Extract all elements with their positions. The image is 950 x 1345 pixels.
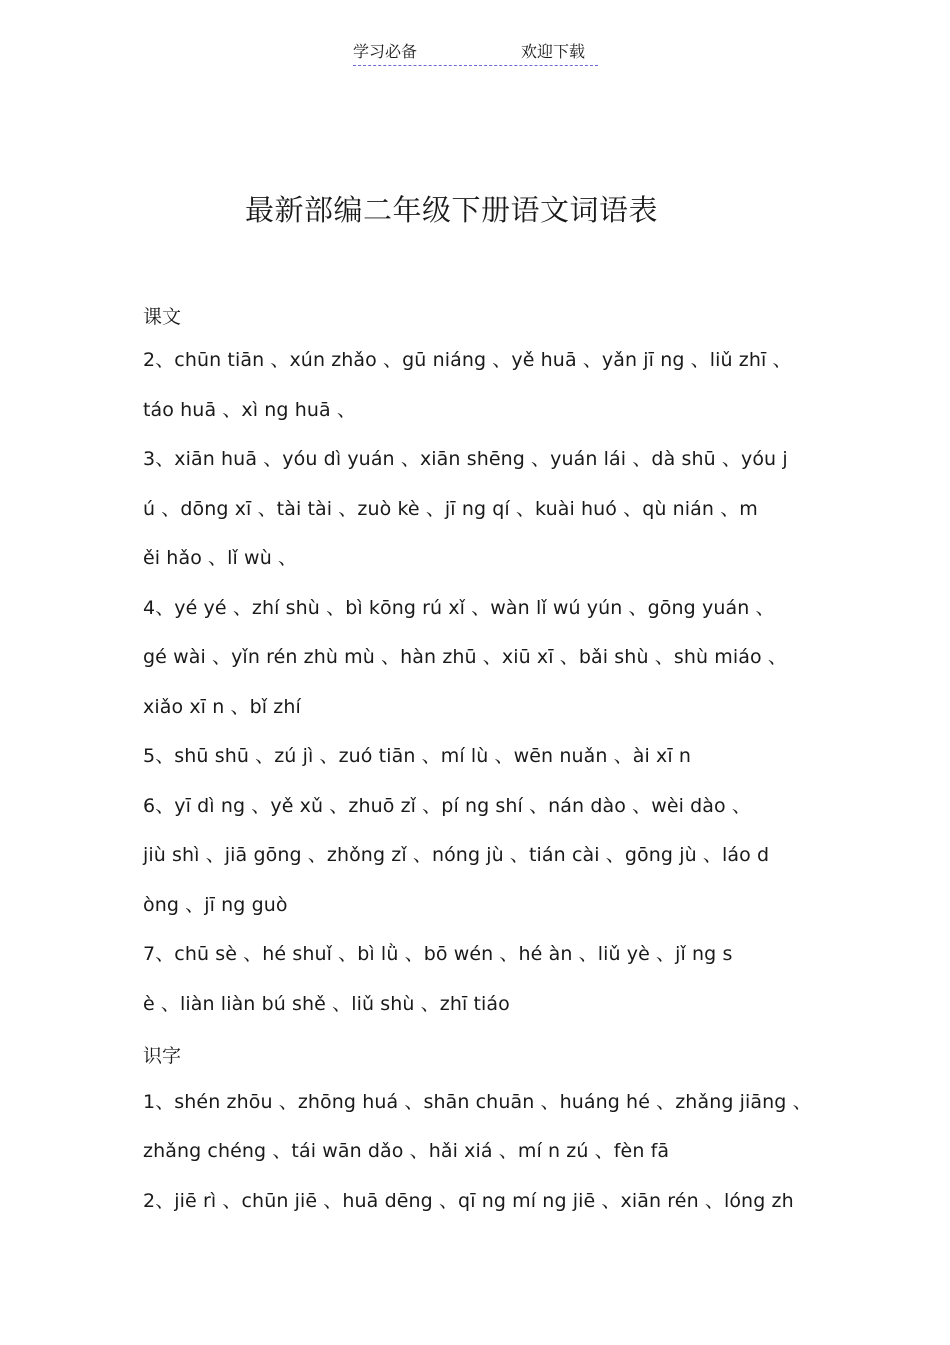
text-line: è 、liàn liàn bú shě 、liǔ shù 、zhī tiáo	[143, 992, 510, 1015]
text-line: 4、yé yé 、zhí shù 、bì kōng rú xǐ 、wàn lǐ wú yún 、gōng yuán 、	[143, 596, 775, 619]
section-kewen	[143, 298, 815, 1016]
section-heading: 识字	[143, 1044, 182, 1067]
text-line: gé wài 、yǐn rén zhù mù 、hàn zhū 、xiū xī 、bǎi shù 、shù miáo 、	[143, 646, 787, 668]
text-line: 2、jiē rì 、chūn jiē 、huā dēng 、qī ng mí ng jiē 、xiān rén 、lóng zh	[143, 1189, 794, 1212]
text-line: xiǎo xī n 、bǐ zhí	[143, 695, 301, 718]
header-left-text: 学习必备	[353, 42, 418, 61]
text-line: 6、yī dì ng 、yě xǔ 、zhuō zǐ 、pí ng shí 、nán dào 、wèi dào 、	[143, 794, 752, 817]
header-right-text: 欢迎下载	[521, 42, 586, 61]
text-line: 3、xiān huā 、yóu dì yuán 、xiān shēng 、yuán lái 、dà shū 、yóu j	[143, 448, 788, 470]
text-line: 1、shén zhōu 、zhōng huá 、shān chuān 、huáng hé 、zhǎng jiāng 、	[143, 1090, 812, 1113]
document-title: 最新部编二年级下册语文词语表	[244, 193, 658, 227]
text-line: táo huā 、xì ng huā 、	[143, 398, 356, 421]
text-line: 7、chū sè 、hé shuǐ 、bì lǜ 、bō wén 、hé àn 、liǔ yè 、jǐ ng s	[143, 943, 733, 965]
text-line: òng 、jī ng guò	[143, 893, 288, 916]
text-line: ú 、dōng xī 、tài tài 、zuò kè 、jī ng qí 、kuài huó 、qù nián 、m	[143, 497, 758, 520]
text-line: zhǎng chéng 、tái wān dǎo 、hǎi xiá 、mí n zú 、fèn fā	[143, 1140, 670, 1162]
section-heading: 课文	[143, 306, 182, 328]
text-line: ěi hǎo 、lǐ wù 、	[143, 547, 298, 569]
document-body	[143, 298, 815, 1238]
text-line: 2、chūn tiān 、xún zhǎo 、gū niáng 、yě huā 、yǎn jī ng 、liǔ zhī 、	[143, 349, 792, 371]
page-header	[353, 41, 598, 66]
text-line: jiù shì 、jiā gōng 、zhǒng zǐ 、nóng jù 、tián cài 、gōng jù 、láo d	[143, 844, 770, 866]
text-line: 5、shū shū 、zú jì 、zuó tiān 、mí lù 、wēn nuǎn 、ài xī n	[143, 745, 691, 767]
section-shizi	[143, 1040, 815, 1213]
